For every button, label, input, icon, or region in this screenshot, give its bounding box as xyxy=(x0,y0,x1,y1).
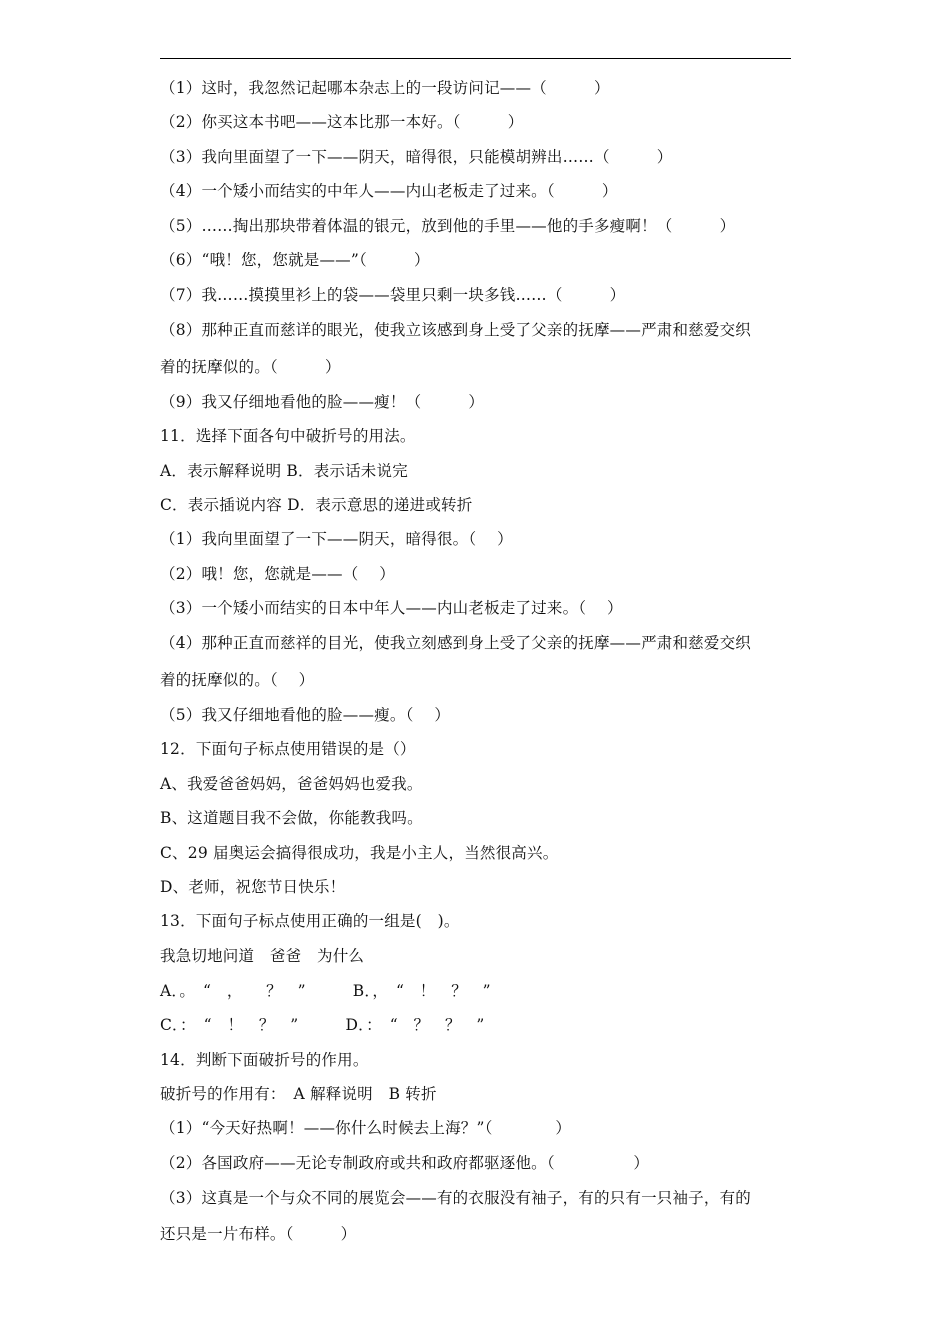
q10-item-4: （4）一个矮小而结实的中年人——内山老板走了过来。（ ） xyxy=(160,182,618,200)
q14-item-1: （1）“今天好热啊！——你什么时候去上海？”（ ） xyxy=(160,1119,572,1137)
q12-option-a: A、我爱爸爸妈妈，爸爸妈妈也爱我。 xyxy=(160,775,423,793)
q14-title: 14．判断下面破折号的作用。 xyxy=(160,1051,369,1069)
q10-item-6: （6）“哦！您，您就是——”（ ） xyxy=(160,251,430,269)
q10-item-3: （3）我向里面望了一下——阴天，暗得很，只能模胡辨出……（ ） xyxy=(160,148,673,166)
q10-item-1: （1）这时，我忽然记起哪本杂志上的一段访问记——（ ） xyxy=(160,79,610,97)
q14-item-2: （2）各国政府——无论专制政府或共和政府都驱逐他。（ ） xyxy=(160,1154,650,1172)
q11-title: 11．选择下面各句中破折号的用法。 xyxy=(160,427,416,445)
q11-options-cd: C．表示插说内容 D．表示意思的递进或转折 xyxy=(160,496,473,514)
q12-option-c: C、29 届奥运会搞得很成功，我是小主人，当然很高兴。 xyxy=(160,844,559,862)
q14-item-3-cont: 还只是一片布样。（ ） xyxy=(160,1225,357,1243)
q14-functions: 破折号的作用有： A 解释说明 B 转折 xyxy=(160,1085,437,1103)
header-rule xyxy=(160,58,791,59)
q14-item-3: （3）这真是一个与众不同的展览会——有的衣服没有袖子，有的只有一只袖子，有的 xyxy=(160,1189,751,1207)
q10-item-7: （7）我……摸摸里衫上的袋——袋里只剩一块多钱……（ ） xyxy=(160,286,626,304)
q13-sentence: 我急切地问道 爸爸 为什么 xyxy=(160,947,365,965)
q11-item-4-cont: 着的抚摩似的。（ ） xyxy=(160,671,315,689)
q11-item-2: （2）哦！您，您就是——（ ） xyxy=(160,565,395,583)
q12-option-b: B、这道题目我不会做，你能教我吗。 xyxy=(160,809,423,827)
q11-item-4: （4）那种正直而慈祥的目光，使我立刻感到身上受了父亲的抚摩——严肃和慈爱交织 xyxy=(160,634,751,652)
q13-options-cd: C．： “ ！ ？ ” D．： “ ？ ？ ” xyxy=(160,1016,485,1034)
q13-title: 13．下面句子标点使用正确的一组是( )。 xyxy=(160,912,460,930)
q10-item-8: （8）那种正直而慈详的眼光，使我立该感到身上受了父亲的抚摩——严肃和慈爱交织 xyxy=(160,321,751,339)
q11-options-ab: A．表示解释说明 B．表示话未说完 xyxy=(160,462,408,480)
q12-option-d: D、老师，祝您节日快乐！ xyxy=(160,878,346,896)
q11-item-5: （5）我又仔细地看他的脸——瘦。（ ） xyxy=(160,706,451,724)
q10-item-2: （2）你买这本书吧——这本比那一本好。（ ） xyxy=(160,113,524,131)
q12-title: 12．下面句子标点使用错误的是（） xyxy=(160,740,416,758)
q10-item-9: （9）我又仔细地看他的脸——瘦！（ ） xyxy=(160,393,485,411)
q10-item-5: （5）……掏出那块带着体温的银元，放到他的手里——他的手多瘦啊！（ ） xyxy=(160,217,736,235)
q13-options-ab: A．。 “ ， ？ ” B．， “ ！ ？ ” xyxy=(160,982,491,1000)
q11-item-3: （3）一个矮小而结实的日本中年人——内山老板走了过来。（ ） xyxy=(160,599,623,617)
q10-item-8-cont: 着的抚摩似的。（ ） xyxy=(160,358,341,376)
q11-item-1: （1）我向里面望了一下——阴天，暗得很。（ ） xyxy=(160,530,513,548)
